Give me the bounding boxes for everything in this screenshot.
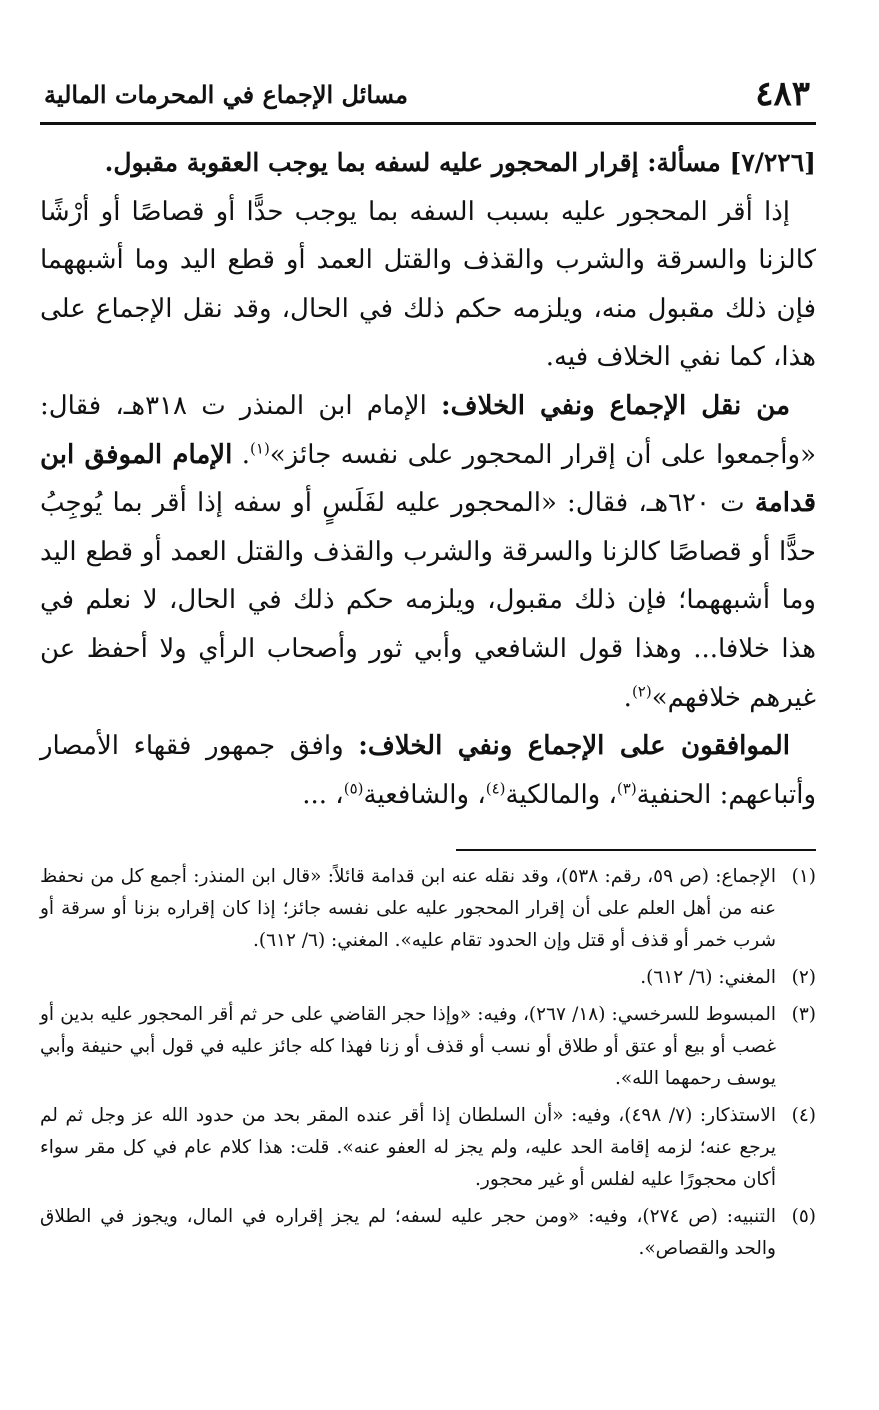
text-segment: ، والشافعية [363, 779, 486, 810]
footnote-divider [456, 849, 816, 851]
footnote-ref-2: (٢) [631, 681, 652, 700]
footnote-ref-3: (٣) [616, 779, 637, 798]
footnote-number: (٢) [791, 967, 816, 989]
text-segment: وافق جمهور فقهاء الأمصار وأتباعهم: الحنفية [40, 731, 816, 810]
page-number: ٤٨٣ [755, 74, 810, 114]
footnote-text: التنبيه: (ص ٢٧٤)، وفيه: «ومن حجر عليه لسفه؛ لم يجز إقراره في المال، ويجوز في الطلاق والحد والقصاص». [40, 1206, 776, 1260]
paragraph-intro: إذا أقر المحجور عليه بسبب السفه بما يوجب حدًّا أو قصاصًا أو أرْشًا كالزنا والسرقة والشرب والقذف والقتل العمد أو قطع اليد وما أشبههما فإن ذلك مقبول منه، ويلزمه حكم ذلك في الحال، وقد نقل الإجماع على هذا، كما نفي الخلاف فيه. [40, 196, 816, 373]
footnote-text: الاستذكار: (٧/ ٤٩٨)، وفيه: «أن السلطان إذا أقر عنده المقر بحد من حدود الله عز وجل ثم لم يرجع عنه؛ لزمه إقامة الحد عليه، ولم يجز له العفو عنه». قلت: هذا كلام عام في كل مقر سواء أكان محجورًا عليه لفلس أو غير محجور. [40, 1105, 777, 1191]
section-lead-agreeing: الموافقون على الإجماع ونفي الخلاف: [358, 731, 790, 762]
paragraph-agreeing-schools [40, 722, 816, 819]
footnote-number: (٥) [791, 1206, 816, 1228]
footnote-2 [40, 962, 816, 994]
text-segment: . [232, 439, 251, 470]
text-segment: ، والمالكية [505, 779, 617, 810]
running-title: مسائل الإجماع في المحرمات المالية [44, 80, 408, 109]
text-segment: ت ٦٢٠هـ، فقال: «المحجور عليه لفَلَسٍ أو سفه إذا أقر بما يُوجِبُ حدًّا أو قصاصًا كالزنا والسرقة والشرب والقذف والقتل العمد أو قطع اليد وما أشبههما؛ فإن ذلك مقبول، ويلزمه حكم ذلك في الحال، لا نعلم في هذا خلافا... وهذا قول الشافعي وأبي ثور وأصحاب الرأي ولا أحفظ عن غيرهم خلافهم» [40, 488, 816, 713]
footnote-3 [40, 999, 816, 1095]
footnote-text: المبسوط للسرخسي: (١٨/ ٢٦٧)، وفيه: «وإذا حجر القاضي على حر ثم أقر المحجور عليه بدين أو غصب أو بيع أو عتق أو طلاق أو نسب أو قذف أو زنا فهذا كله جائز عليه في قول أبي حنيفة وأبي يوسف رحمهما الله». [40, 1004, 776, 1090]
footnote-text: المغني: (٦/ ٦١٢). [640, 967, 776, 989]
footnote-number: (٤) [791, 1105, 816, 1127]
section-lead-transmitters: من نقل الإجماع ونفي الخلاف: [441, 390, 791, 421]
page-header [40, 70, 816, 125]
footnotes [40, 861, 816, 1265]
footnote-number: (١) [791, 866, 816, 888]
footnote-number: (٣) [791, 1004, 816, 1026]
footnote-text: الإجماع: (ص ٥٩، رقم: ٥٣٨)، وقد نقله عنه ابن قدامة قائلاً: «قال ابن المنذر: أجمع كل من نحفظ عنه من أهل العلم على أن إقرار المحجور عليه على نفسه جائز؛ إذا كان إقراره بزنا أو سرقة أو شرب خمر أو قذف أو قتل وإن الحدود تقام عليه». المغني: (٦/ ٦١٢). [40, 866, 776, 952]
footnote-ref-5: (٥) [343, 779, 364, 798]
main-text [40, 139, 816, 819]
footnote-5 [40, 1201, 816, 1265]
text-segment: ، ... [302, 779, 344, 810]
text-segment: الإمام ابن المنذر ت ٣١٨هـ، فقال: «وأجمعوا على أن إقرار المحجور على نفسه جائز» [40, 390, 816, 470]
footnote-4 [40, 1100, 816, 1196]
text-segment: . [623, 682, 632, 713]
issue-heading: [٧/٢٢٦] مسألة: إقرار المحجور عليه لسفه بما يوجب العقوبة مقبول. [104, 148, 816, 177]
book-page [40, 70, 816, 1270]
footnote-ref-1: (١) [250, 438, 270, 457]
footnote-1 [40, 861, 816, 957]
scholar-name-ibn-qudama: الإمام الموفق ابن قدامة [40, 439, 816, 519]
footnote-ref-4: (٤) [485, 779, 506, 798]
paragraph-consensus-transmitters [40, 382, 816, 722]
